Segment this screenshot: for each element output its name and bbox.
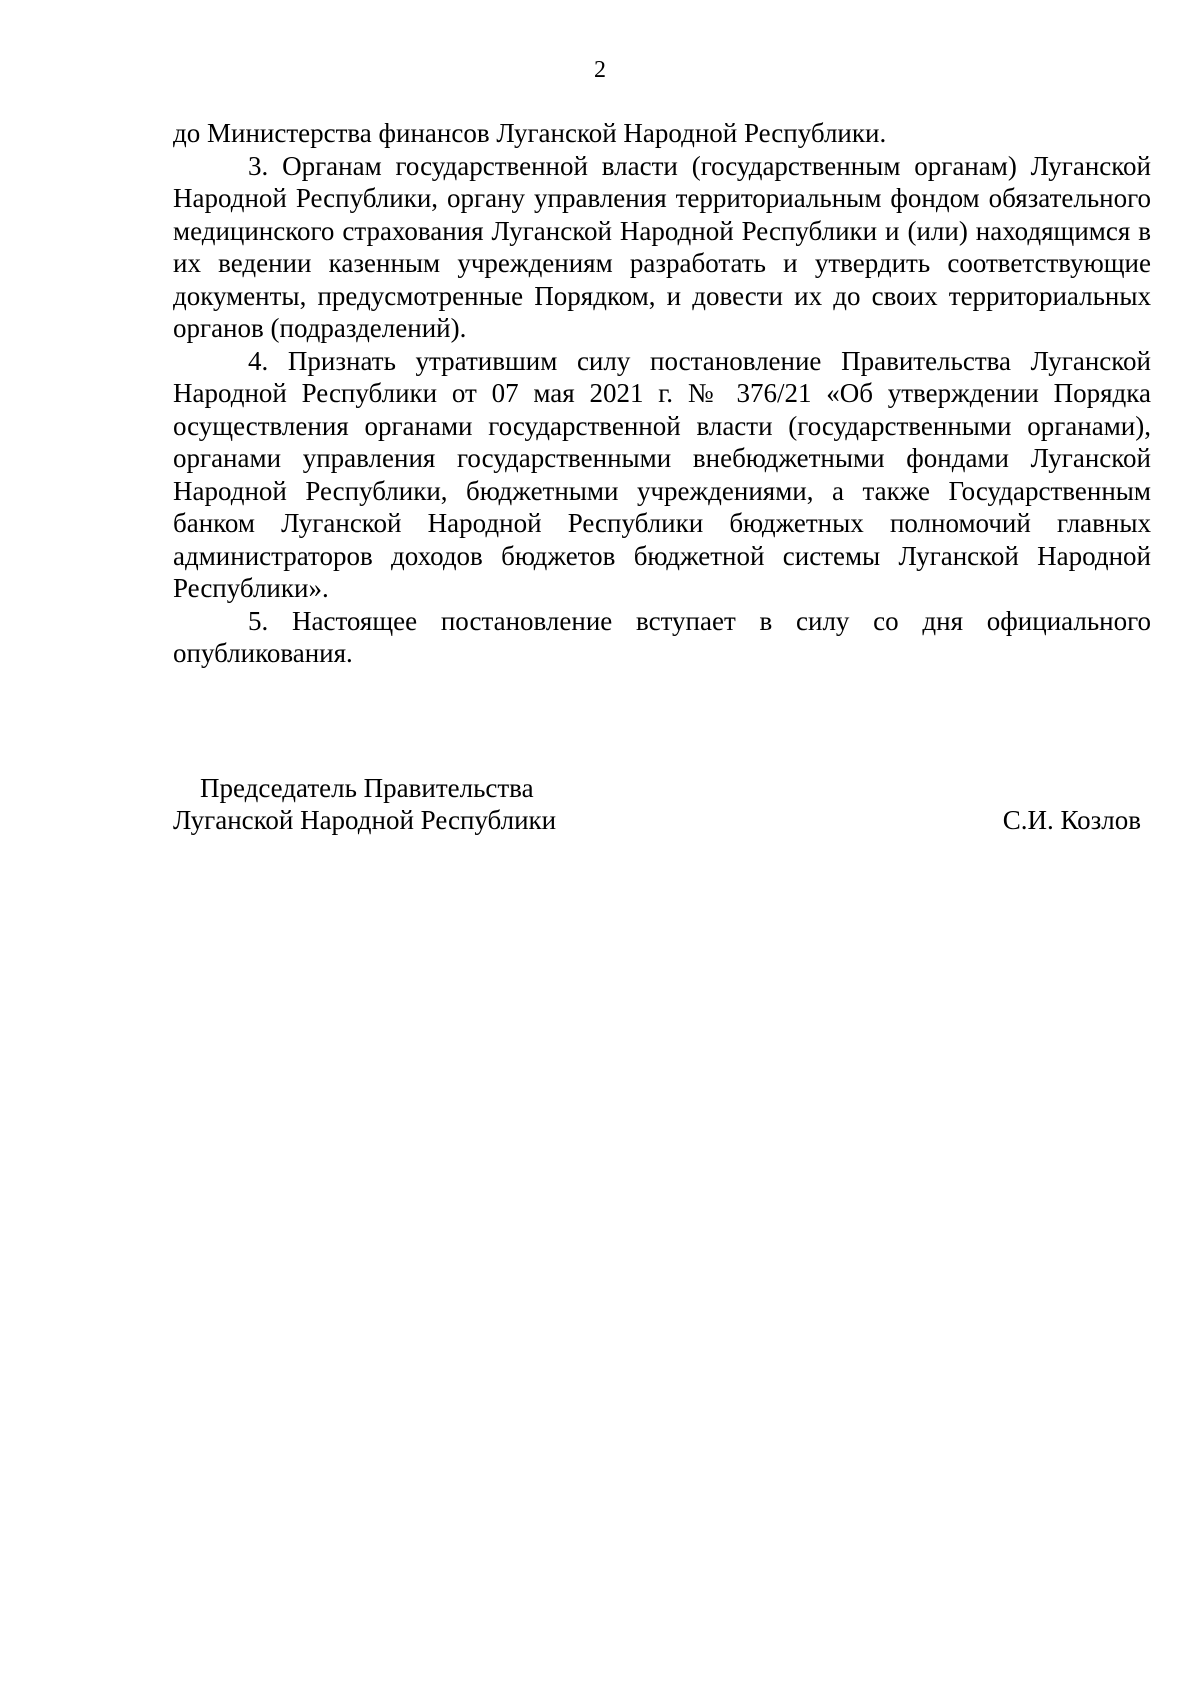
paragraph-item-3: 3. Органам государственной власти (государственным органам) Луганской Народной Республики, органу управления территориальным фондом обязательного медицинского страхования Луганской Народной Республики и (или) находящимся в их ведении казенным учреждениям разработать и утвердить соответствующие документы, предусмотренные Порядком, и довести их до своих территориальных органов (подразделений). [173, 150, 1151, 343]
paragraph-item-4: 4. Признать утратившим силу постановление Правительства Луганской Народной Республики от 07 мая 2021 г. № 376/21 «Об утверждении Порядка осуществления органами государственной власти (государственными органами), органами управления государственными внебюджетными фондами Луганской Народной Республики, бюджетными учреждениями, а также Государственным банком Луганской Народной Республики бюджетных полномочий главных администраторов доходов бюджетов бюджетной системы Луганской Народной Республики». [173, 345, 1151, 603]
signatory-position-line1: Председатель Правительства [200, 773, 534, 803]
document-body [173, 117, 1151, 670]
paragraph-continuation: до Министерства финансов Луганской Народной Республики. [173, 118, 887, 148]
signatory-position-line2: Луганской Народной Республики [173, 805, 557, 835]
signatory-name: С.И. Козлов [1002, 805, 1141, 835]
paragraph-item-5: 5. Настоящее постановление вступает в силу со дня официального опубликования. [173, 605, 1151, 668]
page-number: 2 [594, 57, 606, 83]
signature-block [173, 772, 1141, 836]
signature-row [173, 804, 1141, 836]
